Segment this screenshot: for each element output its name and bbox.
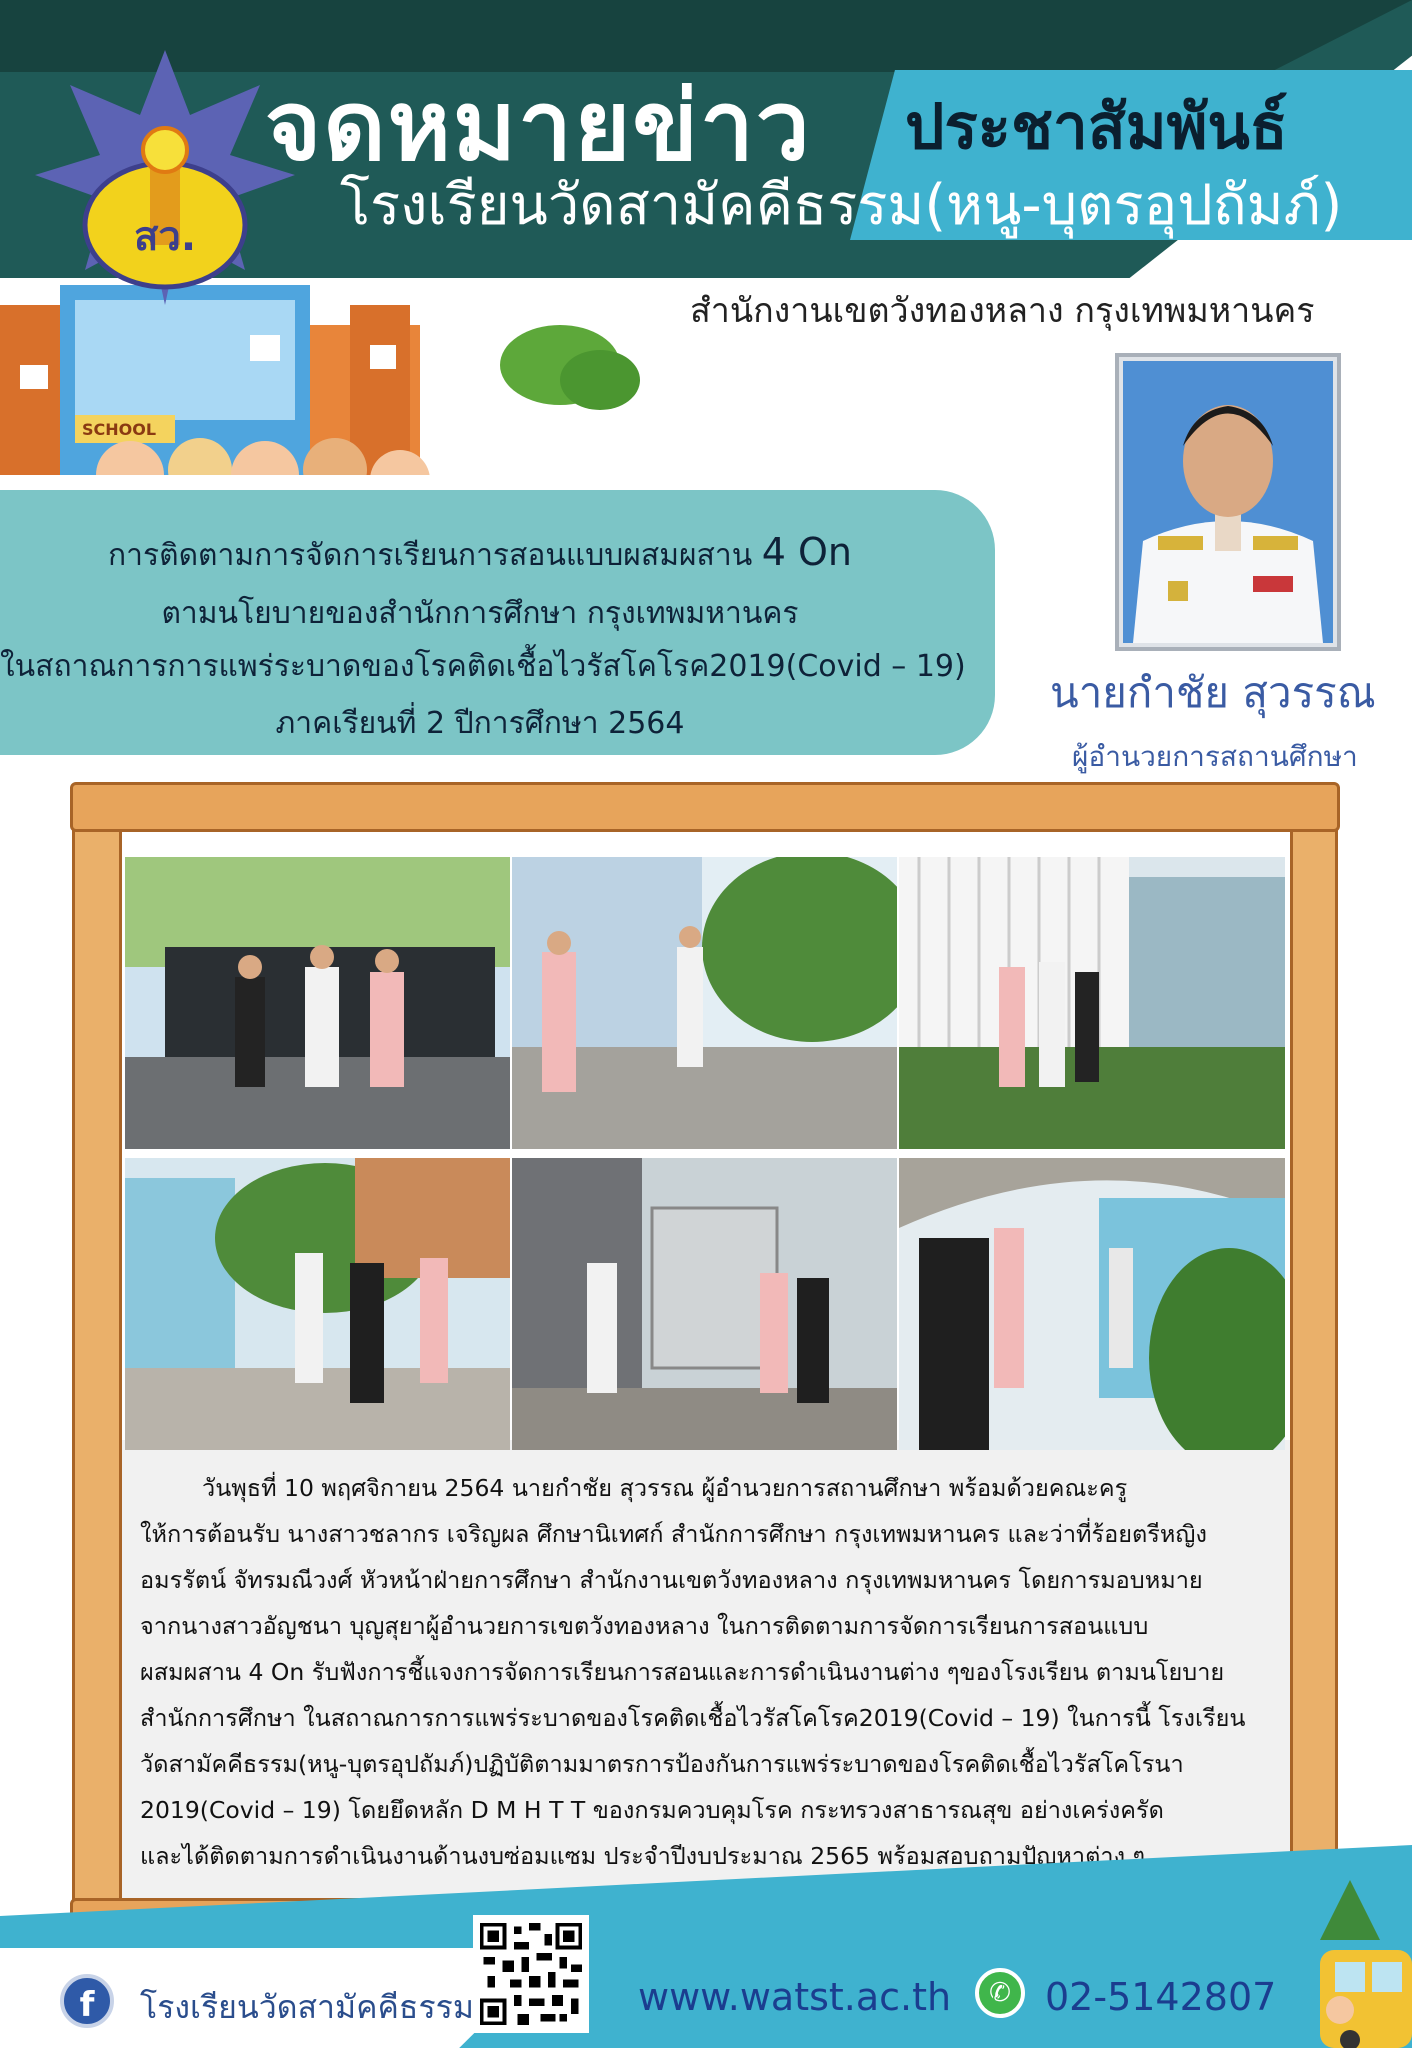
article-line: วัดสามัคคีธรรม(หนู-บุตรอุปถัมภ์)ปฏิบัติตามมาตรการป้องกันการแพร่ระบาดของโรคติดเชื้อไวรัสโคโรนา [140, 1750, 1184, 1778]
director-title: ผู้อำนวยการสถานศึกษา [1072, 740, 1358, 773]
newsletter-subtitle: ประชาสัมพันธ์ [905, 90, 1288, 163]
headline-line-4: ภาคเรียนที่ 2 ปีการศึกษา 2564 [275, 706, 685, 741]
headline-line-3: ในสถาณการการแพร่ระบาดของโรคติดเชื้อไวรัสโคโรค2019(Covid – 19) [0, 649, 966, 684]
article-line: วันพุธที่ 10 พฤศจิกายน 2564 นายกำชัย สุวรรณ ผู้อำนวยการสถานศึกษา พร้อมด้วยคณะครู [202, 1474, 1128, 1502]
phone-icon: ✆ [975, 1968, 1025, 2018]
facebook-icon[interactable]: f [60, 1974, 114, 2028]
headline-line-1 [0, 530, 960, 579]
photo-2 [512, 857, 897, 1149]
school-logo [30, 45, 300, 315]
qr-code [473, 1915, 589, 2033]
headline-line-1-text: การติดตามการจัดการเรียนการสอนแบบผสมผสาน [107, 538, 753, 573]
director-name: นายกำชัย สุวรรณ [1050, 668, 1376, 717]
facebook-page-name[interactable]: โรงเรียนวัดสามัคคีธรรม [140, 1988, 474, 2026]
article-line: จากนางสาวอัญชนา บุญสุยาผู้อำนวยการเขตวังทองหลาง ในการติดตามการจัดการเรียนการสอนแบบ [140, 1612, 1149, 1640]
photo-5 [512, 1158, 897, 1450]
article-line: อมรรัตน์ จัทรมณีวงศ์ หัวหน้าฝ่ายการศึกษา สำนักงานเขตวังทองหลาง กรุงเทพมหานคร โดยการมอบหมาย [140, 1566, 1203, 1594]
board-frame-left [72, 820, 122, 1910]
school-bus-illustration [1300, 1880, 1412, 2048]
director-portrait [1123, 361, 1333, 643]
newsletter-title: จดหมายข่าว [265, 70, 812, 182]
district-name: สำนักงานเขตวังทองหลาง กรุงเทพมหานคร [690, 291, 1315, 331]
article-line: 2019(Covid – 19) โดยยึดหลัก D M H T T ของกรมควบคุมโรค กระทรวงสาธารณสุข อย่างเคร่งครัด [140, 1796, 1164, 1824]
article-body [140, 1465, 1290, 1879]
article-line: ผสมผสาน 4 On รับฟังการชี้แจงการจัดการเรียนการสอนและการดำเนินงานต่าง ๆของโรงเรียน ตามนโยบาย [140, 1658, 1225, 1686]
photo-3 [899, 857, 1285, 1149]
headline-4on: 4 On [761, 530, 853, 574]
photo-6 [899, 1158, 1285, 1450]
school-name: โรงเรียนวัดสามัคคีธรรม(หนู-บุตรอุปถัมภ์) [340, 173, 1343, 238]
phone-number[interactable]: 02-5142807 [1045, 1975, 1277, 2019]
board-frame-top [70, 782, 1340, 832]
article-line: สำนักการศึกษา ในสถาณการการแพร่ระบาดของโรคติดเชื้อไวรัสโคโรค2019(Covid – 19) ในการนี้ โรงเรียน [140, 1704, 1246, 1732]
article-line: และได้ติดตามการดำเนินงานด้านงบซ่อมแซม ประจำปีงบประมาณ 2565 พร้อมสอบถามปัญหาต่าง ๆ [140, 1842, 1146, 1870]
logo-lettering: สว. [133, 214, 197, 260]
svg-text:SCHOOL: SCHOOL [82, 420, 157, 439]
article-line: ให้การต้อนรับ นางสาวชลากร เจริญผล ศึกษานิเทศก์ สำนักการศึกษา กรุงเทพมหานคร และว่าที่ร้อยตรีหญิง [140, 1520, 1207, 1548]
headline-line-2: ตามนโยบายของสำนักการศึกษา กรุงเทพมหานคร [161, 596, 799, 631]
photo-4 [125, 1158, 510, 1450]
board-frame-right [1290, 820, 1338, 1910]
website-link[interactable]: www.watst.ac.th [638, 1975, 952, 2019]
photo-1 [125, 857, 510, 1149]
